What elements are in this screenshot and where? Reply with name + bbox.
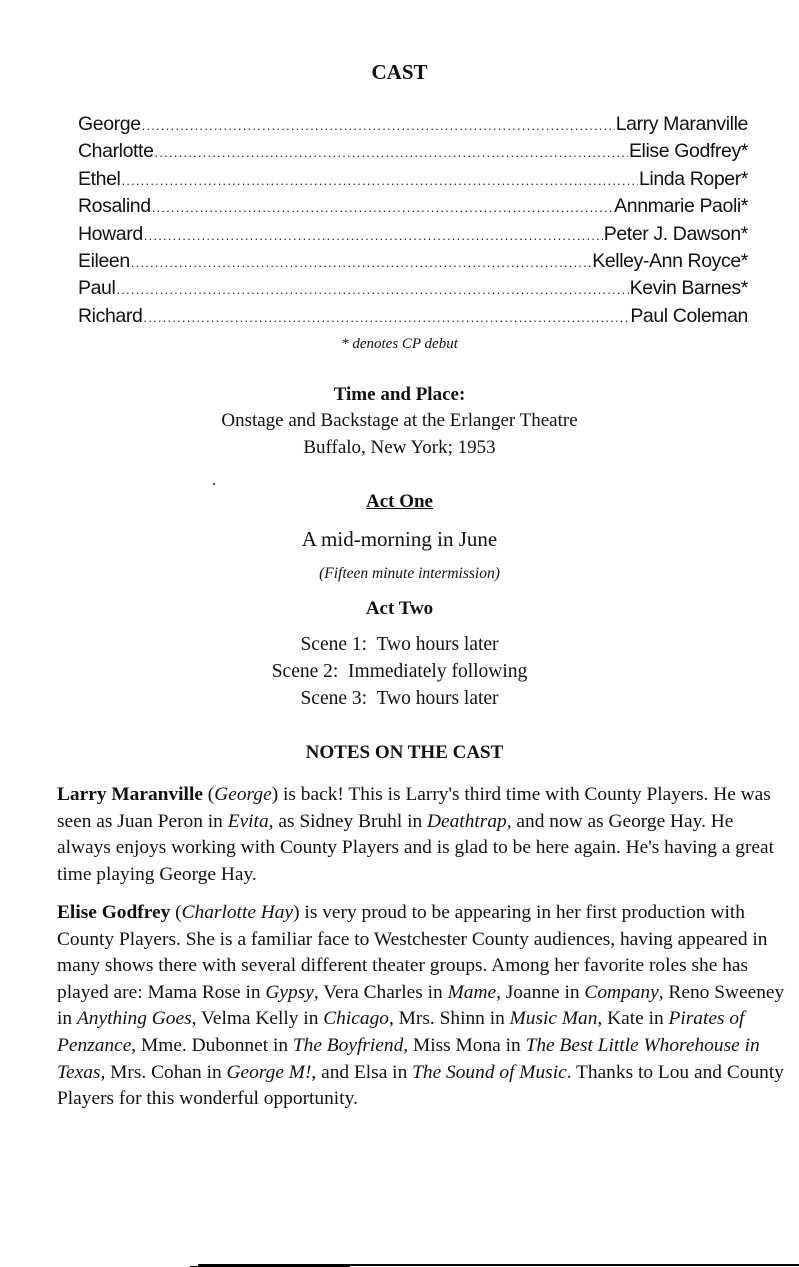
scene-line: Scene 1: Two hours later bbox=[300, 634, 499, 655]
cast-role: George bbox=[78, 113, 141, 135]
act-two-heading: Act Two bbox=[365, 598, 434, 619]
show-title: The Best Little Whorehouse in Texas bbox=[57, 1034, 760, 1083]
show-title: The Boyfriend bbox=[292, 1034, 404, 1056]
cast-row bbox=[78, 305, 748, 332]
bio-text: , Joanne in bbox=[496, 981, 585, 1003]
bio-text: , Mrs. Cohan in bbox=[100, 1061, 227, 1083]
show-title: Pirates of Penzance bbox=[57, 1008, 745, 1056]
cast-actor: Kevin Barnes* bbox=[629, 277, 748, 300]
show-title: Anything Goes bbox=[76, 1008, 192, 1030]
bio-text: , Kate in bbox=[597, 1008, 669, 1030]
dot-leader bbox=[142, 118, 615, 133]
bio-text: . Thanks to Lou and County Players for this wonderful opportunity. bbox=[57, 1061, 784, 1110]
dot-leader bbox=[143, 310, 629, 325]
bio-text: , and Elsa in bbox=[311, 1061, 413, 1083]
show-title: Mame bbox=[447, 981, 497, 1003]
cast-role: Rosalind bbox=[78, 195, 151, 218]
cast-row bbox=[78, 113, 748, 140]
cast-actor: Paul Coleman bbox=[630, 304, 748, 327]
cast-actor: Kelley-Ann Royce* bbox=[592, 249, 748, 272]
notes-heading: NOTES ON THE CAST bbox=[305, 742, 504, 763]
dot-leader bbox=[144, 228, 603, 243]
show-title: Company bbox=[584, 981, 659, 1003]
bio-name: Elise Godfrey bbox=[57, 902, 171, 923]
bio-text: , Reno Sweeney in bbox=[57, 981, 785, 1030]
show-title: Evita bbox=[227, 810, 269, 832]
show-title: Chicago bbox=[323, 1008, 389, 1030]
cast-actor: Larry Maranville bbox=[615, 113, 748, 135]
bio-text: , Mme. Dubonnet in bbox=[131, 1034, 293, 1056]
bio-role: George bbox=[214, 784, 272, 805]
bio-text: is back! This is Larry's third time with County Players. He was seen as Juan Peron in bbox=[57, 784, 771, 832]
bio-text: , as Sidney Bruhl in bbox=[268, 810, 427, 832]
cast-row bbox=[78, 195, 748, 222]
debut-note: * denotes CP debut bbox=[341, 336, 458, 352]
time-place-city-year: Buffalo, New York; 1953 bbox=[303, 437, 496, 458]
bio-text: , Mrs. Shinn in bbox=[388, 1008, 510, 1030]
cast-actor: Linda Roper* bbox=[638, 167, 748, 190]
bio-name: Larry Maranville bbox=[57, 784, 203, 805]
cast-row bbox=[78, 250, 748, 277]
act-one-description: A mid-morning in June bbox=[301, 527, 498, 551]
cast-role: Richard bbox=[78, 304, 143, 327]
show-title: Music Man bbox=[509, 1008, 598, 1030]
bio-text: and now as George Hay. He always enjoys working with County Players and is glad to be here again. He's having a great time playing George Hay. bbox=[57, 810, 775, 885]
scene-line: Scene 3: Two hours later bbox=[300, 688, 499, 709]
time-place-heading: Time and Place: bbox=[333, 384, 466, 405]
dot-leader bbox=[131, 255, 591, 270]
bio-paragraph: Elise Godfrey (Charlotte Hay) is very proud to be appearing in her first production with County Players. She is a familiar face to Westchester County audiences, having appeared in many shows there with several different theater groups. Among her favorite roles she has played are: Mama Rose in Gypsy, Vera Charles in Mame, Joanne in Company, Reno Sweeney in Anything Goes, Velma Kelly in Chicago, Mrs. Shinn in Music Man, Kate in Pirates of Penzance, Mme. Dubonnet in The Boyfriend, Miss Mona in The Best Little Whorehouse in Texas, Mrs. Cohan in George M!, and Elsa in The Sound of Music. Thanks to Lou and County Players for this wonderful opportunity. bbox=[57, 902, 785, 1110]
dot-leader bbox=[152, 200, 613, 215]
cast-role: Eileen bbox=[78, 249, 130, 272]
cast-row bbox=[78, 140, 748, 167]
bio-role: Charlotte Hay bbox=[181, 902, 294, 923]
act-one-label: Act One bbox=[365, 491, 433, 512]
cast-actor: Elise Godfrey* bbox=[628, 140, 748, 163]
bio-text: , Miss Mona in bbox=[403, 1034, 526, 1056]
dot-leader bbox=[121, 173, 638, 188]
bio-text: , Velma Kelly in bbox=[191, 1008, 324, 1030]
bio-paragraph: Larry Maranville (George) is back! This is Larry's third time with County Players. He was seen as Juan Peron in Evita, as Sidney Bruhl in Deathtrap, and now as George Hay. He always enjoys working with County Players and is glad to be here again. He's having a great time playing George Hay. bbox=[57, 784, 775, 885]
dot-leader bbox=[155, 145, 628, 160]
cast-title: CAST bbox=[371, 60, 428, 84]
scan-speck bbox=[213, 483, 215, 485]
cast-row bbox=[78, 223, 748, 250]
show-title: Deathtrap, bbox=[427, 810, 512, 832]
cast-role: Charlotte bbox=[78, 140, 154, 163]
cast-list bbox=[78, 113, 748, 332]
cast-row bbox=[78, 277, 748, 304]
cast-row bbox=[78, 168, 748, 195]
cast-role: Ethel bbox=[78, 167, 121, 190]
dot-leader bbox=[116, 282, 628, 297]
bio-text: is very proud to be appearing in her first production with County Players. She is a familiar face to Westchester County audiences, having appeared in many shows there with several different theater groups. Among her favorite roles she has played are: Mama Rose in bbox=[57, 902, 768, 1003]
intermission-note: (Fifteen minute intermission) bbox=[319, 565, 500, 582]
cast-role: Howard bbox=[78, 222, 143, 245]
scene-line: Scene 2: Immediately following bbox=[271, 661, 528, 682]
cast-actor: Peter J. Dawson* bbox=[603, 222, 748, 245]
act-one-heading bbox=[0, 491, 799, 513]
show-title: George M! bbox=[226, 1061, 312, 1083]
show-title: The Sound of Music bbox=[412, 1061, 567, 1083]
bio-text: , Vera Charles in bbox=[313, 981, 448, 1003]
cast-role: Paul bbox=[78, 277, 116, 300]
cast-actor: Annmarie Paoli* bbox=[614, 195, 748, 218]
show-title: Gypsy bbox=[265, 981, 314, 1003]
time-place-location: Onstage and Backstage at the Erlanger Theatre bbox=[221, 410, 578, 431]
